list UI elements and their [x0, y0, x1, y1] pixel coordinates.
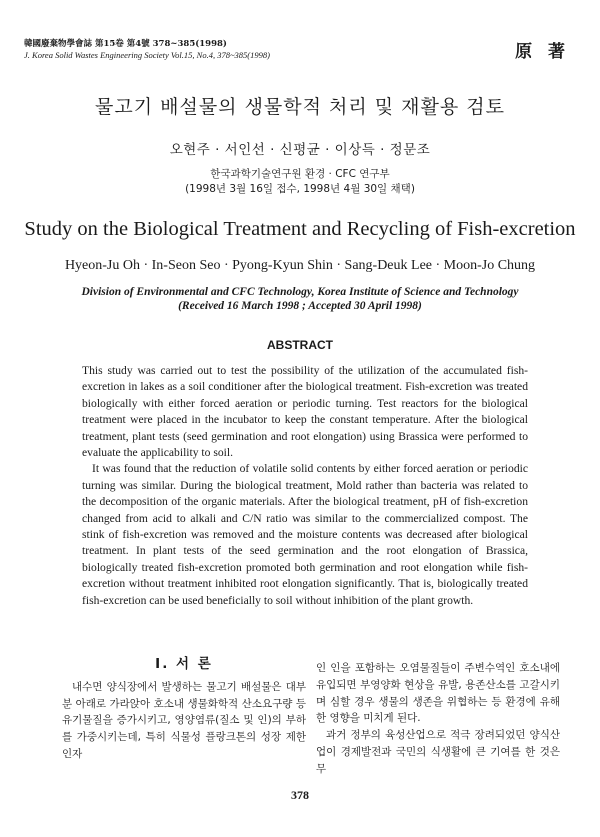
abstract-paragraph-1: This study was carried out to test the possibility of the utilization of the accumulated fish-excretion in lakes as a soil conditioner after the biological treatment. Fish-excretion was treated biologically with either forced aeration or periodic turning. Test reactors for the biological treatment were placed in the incubator to keep the constant temperature. After the biological treatment, plant tests (seed germination and root elongation) using Brassica were performed to evaluate the applicability to soil. — [82, 364, 528, 460]
article-type-badge: 原 著 — [515, 42, 570, 62]
affiliation-korean: 한국과학기술연구원 환경 · CFC 연구부 — [210, 168, 390, 180]
dates-korean: (1998년 3월 16일 접수, 1998년 4월 30일 채택) — [185, 183, 415, 195]
title-korean: 물고기 배설물의 생물학적 처리 및 재활용 검토 — [95, 96, 505, 118]
title-english: Study on the Biological Treatment and Recycling of Fish-excretion — [24, 218, 576, 240]
authors-english: Hyeon-Ju Oh · In-Seon Seo · Pyong-Kyun Shin · Sang-Deuk Lee · Moon-Jo Chung — [64, 258, 536, 273]
abstract-heading: ABSTRACT — [267, 338, 333, 352]
dates-english: (Received 16 March 1998 ; Accepted 30 April 1998) — [178, 300, 422, 312]
affiliation-english: Division of Environmental and CFC Technology, Korea Institute of Science and Technology — [81, 286, 519, 298]
journal-citation-korean: 韓國廢棄物學會誌 第15卷 第4號 378~385(1998) — [24, 39, 227, 49]
section-heading: I. 서 론 — [155, 656, 213, 672]
body-column-right — [316, 660, 560, 778]
journal-header — [24, 38, 444, 61]
abstract-body — [82, 363, 528, 609]
body-paragraph: 내수면 양식장에서 발생하는 물고기 배설물은 대부분 아래로 가라앉아 호소내 생물화학적 산소요구량 등 유기물질을 증가시키고, 영양염류(질소 및 인)의 부하를 가중시키는데, 특히 식물성 플랑크톤의 성장 제한인자 — [62, 680, 306, 760]
body-paragraph: 과거 정부의 육성산업으로 적극 장려되었던 양식산업이 경제발전과 국민의 식생활에 큰 기여를 한 것은 무 — [316, 729, 560, 775]
page-number: 378 — [291, 788, 309, 802]
abstract-paragraph-2: It was found that the reduction of volatile solid contents by either forced aeration or periodic turning was similar. During the biological treatment, Mold rather than bacteria was related to the decomposition of the organic materials. After the biological treatment, pH of fish-excretion changed from acid to alkali and C/N ratio was similar to the commercialized compost. The stink of fish-excretion was removed and the moisture contents was decreased after biological treatment. In plant tests of the seed germination and the root elongation of Brassica, biologically treated fish-excretion promoted both germination and root elongation while fish-excretion without treatment inhibited root elongation significantly. That is, biologically treated fish-excretion can be used beneficially to soil without inhibition of the plant growth. — [82, 462, 528, 607]
body-column-left — [62, 656, 306, 763]
body-paragraph: 인 인을 포함하는 오염물질들이 주변수역인 호소내에 유입되면 부영양화 현상을 유발, 용존산소를 고갈시키며 심할 경우 생물의 생존을 위협하는 등 환경에 유해한 영향을 미치게 된다. — [316, 662, 560, 725]
authors-korean: 오현주 · 서인선 · 신평균 · 이상득 · 정문조 — [169, 142, 431, 158]
journal-citation-english: J. Korea Solid Wastes Engineering Society Vol.15, No.4, 378~385(1998) — [24, 50, 270, 60]
